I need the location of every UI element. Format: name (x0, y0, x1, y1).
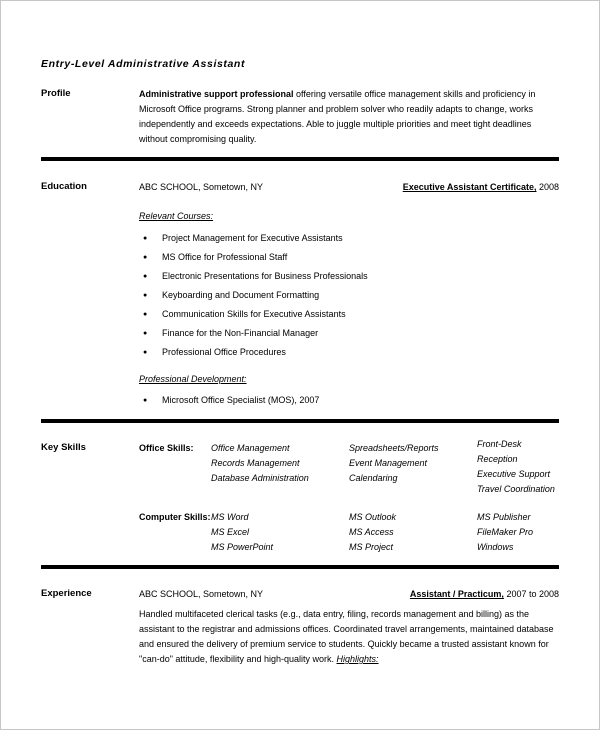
experience-description (139, 607, 559, 667)
office-skills-column-2 (349, 441, 477, 497)
course-text: MS Office for Professional Staff (162, 252, 288, 262)
experience-highlights-label: Highlights: (336, 654, 379, 664)
course-text: Finance for the Non-Financial Manager (162, 328, 319, 338)
key-skills-section (41, 441, 559, 555)
list-item (139, 305, 559, 324)
computer-skills-group (139, 510, 559, 555)
skill-item: Records Management (211, 458, 300, 468)
computer-skills-label: Computer Skills: (139, 512, 211, 522)
skill-item: FileMaker Pro (477, 527, 534, 537)
skill-item: MS Word (211, 512, 249, 522)
bullet-icon: ● (143, 311, 148, 318)
bullet-icon: ● (143, 349, 148, 356)
course-text: Communication Skills for Executive Assistants (162, 309, 346, 319)
experience-header-row (139, 587, 559, 602)
list-item (139, 343, 559, 362)
skill-item: Spreadsheets/Reports (349, 443, 439, 453)
office-skills-column-3 (477, 437, 559, 497)
bullet-icon: ● (143, 254, 148, 261)
skill-item: MS Outlook (349, 512, 397, 522)
key-skills-section-label: Key Skills (41, 442, 86, 453)
skill-item: Calendaring (349, 473, 398, 483)
development-text: Microsoft Office Specialist (MOS), 2007 (162, 395, 320, 405)
education-header-row (139, 180, 559, 195)
list-item (139, 267, 559, 286)
profile-section (41, 87, 559, 147)
course-text: Keyboarding and Document Formatting (162, 290, 320, 300)
skill-item: MS Excel (211, 527, 250, 537)
skill-item: Front-Desk Reception (477, 439, 522, 464)
page-title: Entry-Level Administrative Assistant (41, 58, 246, 70)
course-text: Professional Office Procedures (162, 347, 286, 357)
bullet-icon: ● (143, 397, 148, 404)
bullet-icon: ● (143, 273, 148, 280)
education-section-label: Education (41, 181, 87, 192)
education-credential-year: 2008 (536, 182, 559, 192)
skill-item: Executive Support (477, 469, 551, 479)
education-section (41, 180, 559, 410)
computer-skills-column-2 (349, 510, 477, 555)
skill-item: Event Management (349, 458, 428, 468)
skill-item: Database Administration (211, 473, 309, 483)
education-school: ABC SCHOOL, Sometown, NY (139, 182, 264, 192)
section-divider (41, 157, 559, 161)
experience-role (410, 587, 559, 602)
profile-body-text: offering versatile office management skills and proficiency in Microsoft Office programs. Strong planner and problem solver who readily adapts to change, works independently and exceeds expectations. Able to juggle multiple priorities and meet tight deadlines without compromising quality. (139, 89, 536, 144)
section-divider (41, 419, 559, 423)
education-credential-title: Executive Assistant Certificate, (402, 182, 537, 192)
experience-role-title: Assistant / Practicum, (409, 589, 504, 599)
list-item (139, 391, 559, 410)
list-item (139, 229, 559, 248)
bullet-icon: ● (143, 235, 148, 242)
profile-section-label: Profile (41, 88, 71, 99)
relevant-courses-heading: Relevant Courses: (139, 211, 214, 221)
office-skills-label: Office Skills: (139, 443, 194, 453)
experience-section (41, 587, 559, 667)
skill-item: MS Access (349, 527, 394, 537)
relevant-courses-list (139, 229, 559, 362)
bullet-icon: ● (143, 330, 148, 337)
list-item (139, 286, 559, 305)
experience-role-dates: 2007 to 2008 (503, 589, 559, 599)
experience-employer: ABC SCHOOL, Sometown, NY (139, 589, 264, 599)
bullet-icon: ● (143, 292, 148, 299)
office-skills-column-1 (211, 441, 349, 497)
experience-section-label: Experience (41, 588, 92, 599)
section-divider (41, 565, 559, 569)
profile-lead-text: Administrative support professional (139, 89, 294, 99)
computer-skills-column-1 (211, 510, 349, 555)
skill-item: Travel Coordination (477, 484, 555, 494)
office-skills-group (139, 441, 559, 497)
course-text: Project Management for Executive Assistants (162, 233, 343, 243)
profile-summary (139, 87, 559, 147)
course-text: Electronic Presentations for Business Professionals (162, 271, 368, 281)
skill-item: MS Project (349, 542, 394, 552)
skill-item: MS Publisher (477, 512, 531, 522)
skill-item: Office Management (211, 443, 290, 453)
education-credential (403, 180, 559, 195)
professional-development-list (139, 391, 559, 410)
professional-development-heading: Professional Development: (139, 374, 247, 384)
list-item (139, 248, 559, 267)
experience-body-text: Handled multifaceted clerical tasks (e.g., data entry, filing, records management and billing) as the assistant to the registrar and admissions offices. Coordinated travel arrangements, maintained database and ensured the delivery of premium service to students. Quickly became a trusted assistant known for "can-do" attitude, flexibility and high-quality work. (139, 609, 554, 664)
skill-item: MS PowerPoint (211, 542, 274, 552)
skill-item: Windows (477, 542, 514, 552)
list-item (139, 324, 559, 343)
computer-skills-column-3 (477, 510, 559, 555)
